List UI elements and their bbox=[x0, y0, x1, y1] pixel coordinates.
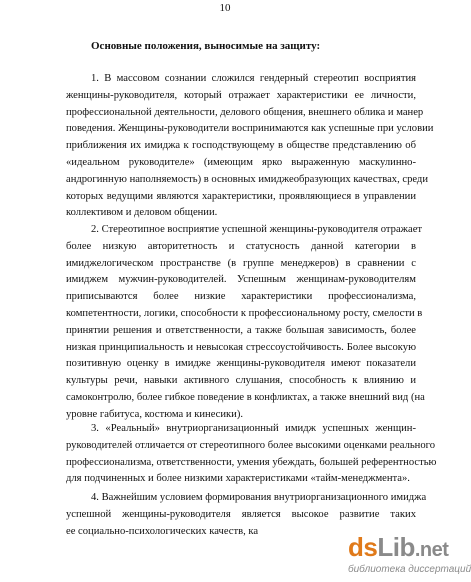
watermark-lib: Lib bbox=[377, 532, 415, 562]
text-line: самоконтролю, более гибкое поведение в конфликтах, а также внешний вид (на bbox=[66, 392, 425, 403]
text-line: «идеальном руководителе» (имеющим ярко выраженную маскулинно- bbox=[66, 157, 416, 168]
watermark-logo bbox=[348, 532, 448, 563]
text-line: культуры речи, навыки активного слушания, способность к влиянию и bbox=[66, 375, 416, 387]
text-line: андрогинную наполняемость) в основных имиджеобразующих качествах, среди bbox=[66, 173, 428, 185]
text-line: приписываются более низкие характеристики профессионализма, bbox=[66, 291, 416, 303]
text-line: женщины-руководителя, который отражает характеристики ее личности, bbox=[66, 89, 416, 101]
text-line: профессионализма, ответственности, умения убеждать, большей референтностью bbox=[66, 456, 437, 468]
text-line: 3. «Реальный» внутриорганизационный имидж успешных женщин- bbox=[91, 423, 416, 434]
text-line: 2. Стереотипное восприятие успешной женщины-руководителя отражает bbox=[91, 224, 423, 235]
text-line: компетентности, логики, способности к профессиональному росту, смелости в bbox=[66, 308, 423, 319]
text-line: профессиональной деятельности, делового общения, внешнего облика и манер bbox=[66, 106, 424, 118]
dslib-watermark bbox=[348, 532, 471, 580]
text-line: поведения. Женщины-руководители воспринимаются как успешные при условии bbox=[66, 123, 434, 135]
page-number: 10 bbox=[219, 2, 231, 14]
text-line: принятии решения и ответственности, а также большая зависимость, более bbox=[66, 324, 416, 336]
text-line: для подчиненных и более низкими характеристиками «тайм-менеджмента». bbox=[66, 473, 410, 485]
text-line: ее социально-психологических качеств, ка bbox=[66, 525, 259, 537]
text-line: имиджелогическом пространстве (в группе менеджеров) в сравнении с bbox=[66, 257, 416, 269]
text-line: низкая принципиальность и невысокая стрессоустойчивость. Более высокую bbox=[66, 341, 416, 353]
text-line: приближения их имиджа к господствующему в обществе представлению об bbox=[66, 140, 416, 152]
text-line: имиджем мужчин-руководителей. Успешным женщинам-руководителям bbox=[66, 274, 416, 286]
text-line: которых ведущими являются характеристики, проявляющиеся в управлении bbox=[66, 190, 416, 202]
text-line: более низкую авторитетность и статусность данной категории в bbox=[66, 240, 416, 252]
text-line: 1. В массовом сознании сложился гендерный стереотип восприятия bbox=[91, 73, 416, 84]
text-line: уровне габитуса, костюма и кинесики). bbox=[66, 408, 244, 420]
watermark-subtitle: библиотека диссертаций bbox=[348, 564, 471, 575]
watermark-net: .net bbox=[414, 539, 449, 561]
text-line: руководителей отличается от стереотипного более высокими оценками реального bbox=[66, 439, 436, 451]
text-line: успешной женщины-руководителя является высокое развитие таких bbox=[66, 508, 416, 520]
watermark-ds: ds bbox=[348, 532, 378, 562]
text-line: позитивную оценку в имидже женщины-руководителя имеют показатели bbox=[66, 358, 416, 370]
text-line: коллективом и деловом общении. bbox=[66, 207, 218, 219]
text-line: 4. Важнейшим условием формирования внутриорганизационного имиджа bbox=[91, 492, 427, 503]
section-title: Основные положения, выносимые на защиту: bbox=[91, 40, 321, 52]
